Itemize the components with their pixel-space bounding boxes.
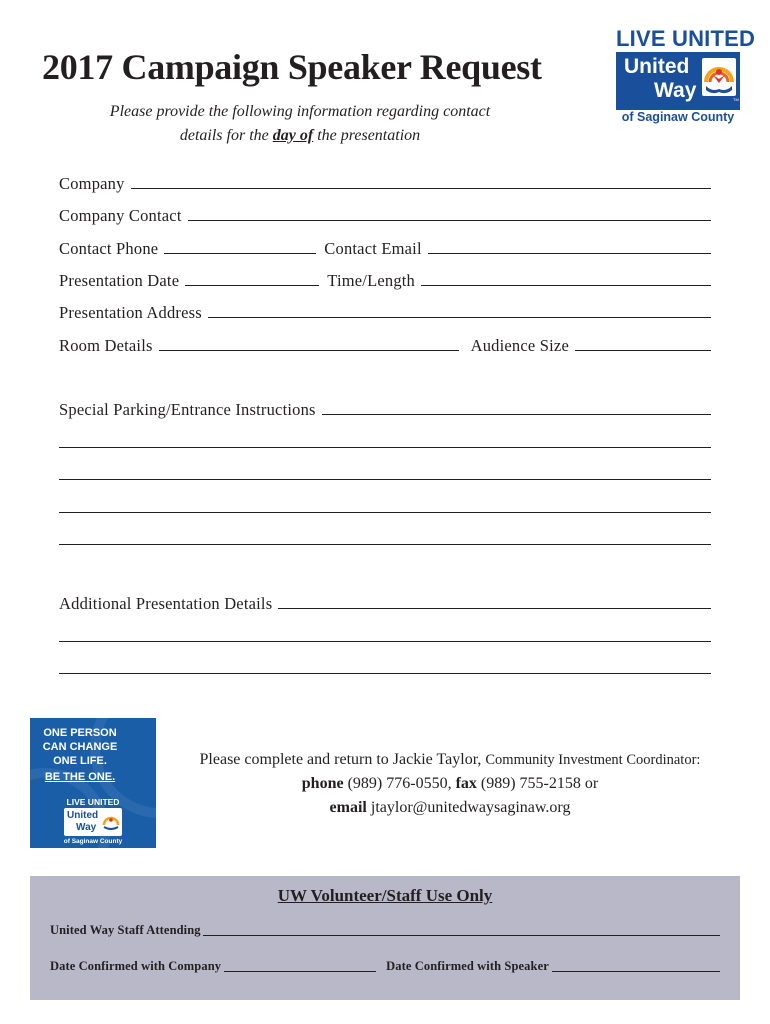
presentation-date-field[interactable] — [185, 285, 319, 286]
page-subtitle — [60, 100, 540, 148]
united-way-logo — [616, 52, 740, 110]
staff-panel-heading: UW Volunteer/Staff Use Only — [277, 886, 493, 905]
logo-word-way: Way — [654, 79, 697, 102]
special-parking-line-5[interactable] — [59, 544, 711, 545]
company-contact-label: Company Contact — [59, 206, 182, 225]
badge-word-united: United — [67, 810, 99, 821]
subtitle-pre: details for the — [179, 127, 273, 144]
special-parking-row — [59, 396, 711, 420]
logo-county: of Saginaw County — [621, 110, 735, 124]
subtitle-line-1: Please provide the following information regarding contact — [109, 103, 491, 120]
special-parking-line-4[interactable] — [59, 512, 711, 513]
staff-attending-field[interactable] — [203, 935, 720, 936]
date-confirmed-row — [50, 956, 720, 976]
contact-phone-fax — [160, 772, 740, 796]
date-company-label: Date Confirmed with Company — [50, 959, 222, 973]
fax-label: fax — [455, 775, 477, 792]
staff-attending-row — [50, 920, 720, 940]
contact-phone-label: Contact Phone — [59, 239, 159, 258]
email-label: email — [329, 799, 367, 816]
badge-line-4: BE THE ONE. — [44, 771, 116, 783]
badge-rainbow-icon — [102, 812, 120, 832]
contact-intro: Please complete and return to Jackie Taylor, — [199, 751, 486, 768]
presentation-date-row — [59, 267, 711, 291]
email-address: jtaylor@unitedwaysaginaw.org — [366, 799, 571, 816]
contact-instructions — [160, 748, 740, 772]
badge-word-way: Way — [76, 822, 97, 833]
logo-tagline: LIVE UNITED — [616, 26, 756, 51]
audience-size-field[interactable] — [575, 350, 711, 351]
special-parking-label: Special Parking/Entrance Instructions — [59, 400, 316, 419]
time-length-field[interactable] — [421, 285, 711, 286]
contact-role: Community Investment Coordinator: — [485, 752, 701, 768]
special-parking-line-3[interactable] — [59, 479, 711, 480]
badge-county: of Saginaw County — [63, 838, 123, 845]
company-contact-field[interactable] — [188, 220, 711, 221]
contact-email — [160, 796, 740, 820]
hand-person-rainbow-icon — [702, 58, 739, 102]
svg-text:TM: TM — [733, 97, 739, 102]
additional-details-line-3[interactable] — [59, 673, 711, 674]
badge-line-3: ONE LIFE. — [53, 755, 107, 767]
date-company-field[interactable] — [224, 971, 376, 972]
staff-use-panel — [30, 876, 740, 1000]
presentation-address-field[interactable] — [208, 317, 711, 318]
special-parking-field[interactable] — [322, 414, 711, 415]
company-contact-row — [59, 202, 711, 226]
contact-email-field[interactable] — [428, 253, 711, 254]
presentation-date-label: Presentation Date — [59, 271, 180, 290]
room-details-label: Room Details — [59, 336, 153, 355]
special-parking-line-2[interactable] — [59, 447, 711, 448]
subtitle-emphasis: day of — [272, 127, 314, 144]
badge-line-1: ONE PERSON — [43, 727, 117, 739]
presentation-address-label: Presentation Address — [59, 303, 202, 322]
audience-size-label: Audience Size — [470, 336, 569, 355]
phone-number: (989) 776-0550, — [343, 775, 456, 792]
contact-phone-row — [59, 235, 711, 259]
subtitle-post: the presentation — [313, 127, 421, 144]
room-details-row — [59, 332, 711, 356]
company-row — [59, 170, 711, 194]
date-speaker-field[interactable] — [552, 971, 720, 972]
company-label: Company — [59, 174, 125, 193]
additional-details-row — [59, 590, 711, 614]
additional-details-line-2[interactable] — [59, 641, 711, 642]
company-field[interactable] — [131, 188, 711, 189]
badge-live-united: LIVE UNITED — [66, 797, 120, 807]
badge-united-way-logo — [64, 808, 122, 836]
phone-label: phone — [301, 775, 344, 792]
contact-email-label: Contact Email — [324, 239, 422, 258]
logo-word-united: United — [624, 55, 690, 78]
contact-phone-field[interactable] — [164, 253, 316, 254]
date-speaker-label: Date Confirmed with Speaker — [386, 959, 549, 973]
presentation-address-row — [59, 299, 711, 323]
subtitle-line-2 — [60, 124, 540, 148]
additional-details-label: Additional Presentation Details — [59, 594, 273, 613]
room-details-field[interactable] — [159, 350, 459, 351]
fax-number: (989) 755-2158 or — [476, 775, 599, 792]
badge-line-2: CAN CHANGE — [42, 741, 118, 753]
be-the-one-badge — [30, 718, 156, 848]
staff-attending-label: United Way Staff Attending — [50, 923, 201, 937]
page-title: 2017 Campaign Speaker Request — [42, 47, 542, 87]
additional-details-field[interactable] — [278, 608, 711, 609]
time-length-label: Time/Length — [327, 271, 416, 290]
